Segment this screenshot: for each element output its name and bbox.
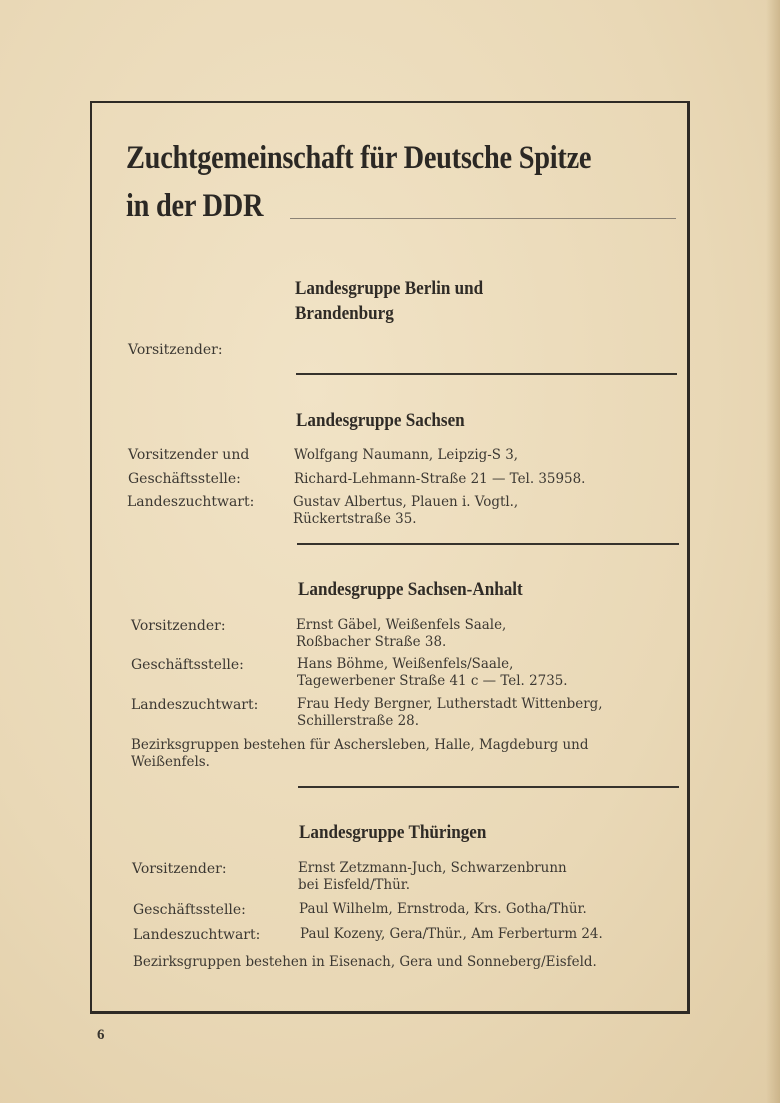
value-vorsitzender: Wolfgang Naumann, Leipzig-S 3,: [294, 447, 519, 463]
note-line: Weißenfels.: [131, 754, 210, 770]
label-vorsitzender: Vorsitzender:: [132, 861, 227, 877]
value-line: Ernst Gäbel, Weißenfels Saale,: [296, 617, 507, 633]
section-heading-sachsen-anhalt: Landesgruppe Sachsen-Anhalt: [298, 579, 523, 600]
page-number: 6: [97, 1027, 105, 1043]
value-line: Frau Hedy Bergner, Lutherstadt Wittenberg,: [297, 696, 603, 712]
section-heading-thueringen: Landesgruppe Thüringen: [299, 822, 487, 843]
page-edge-shadow: [766, 0, 780, 1103]
value-landeszuchtwart: Paul Kozeny, Gera/Thür., Am Ferberturm 24.: [300, 926, 603, 942]
value-landeszuchtwart: [297, 696, 603, 730]
section-heading-sachsen: Landesgruppe Sachsen: [296, 410, 465, 431]
label-vorsitzender-und: Vorsitzender und: [128, 447, 250, 463]
label-geschaeftsstelle: Geschäftsstelle:: [131, 657, 244, 673]
page-title-line-1: Zuchtgemeinschaft für Deutsche Spitze: [126, 140, 592, 176]
value-vorsitzender: [296, 617, 506, 651]
value-landeszuchtwart: [293, 494, 518, 528]
bezirksgruppen-note: Bezirksgruppen bestehen in Eisenach, Gera und Sonneberg/Eisfeld.: [133, 954, 597, 970]
value-line: Ernst Zetzmann-Juch, Schwarzenbrunn: [298, 860, 567, 876]
value-line: Rückertstraße 35.: [293, 511, 417, 527]
value-line: Tagewerbener Straße 41 c — Tel. 2735.: [297, 673, 568, 689]
heading-line: Landesgruppe Berlin und: [295, 278, 484, 299]
label-landeszuchtwart: Landeszuchtwart:: [127, 494, 255, 510]
section-divider: [298, 786, 679, 788]
label-geschaeftsstelle: Geschäftsstelle:: [133, 902, 246, 918]
value-vorsitzender: [298, 860, 567, 894]
label-vorsitzender: Vorsitzender:: [131, 618, 226, 634]
value-line: Hans Böhme, Weißenfels/Saale,: [297, 656, 514, 672]
label-landeszuchtwart: Landeszuchtwart:: [131, 697, 259, 713]
note-line: Bezirksgruppen bestehen für Aschersleben, Halle, Magdeburg und: [131, 737, 589, 753]
label-vorsitzender: Vorsitzender:: [128, 342, 223, 358]
value-line: Schillerstraße 28.: [297, 713, 419, 729]
title-underline: [290, 218, 676, 219]
value-line: bei Eisfeld/Thür.: [298, 877, 410, 893]
page-title-line-2: in der DDR: [126, 188, 264, 224]
section-divider: [297, 543, 679, 545]
section-divider: [296, 373, 677, 375]
value-geschaeftsstelle: Paul Wilhelm, Ernstroda, Krs. Gotha/Thür.: [299, 901, 587, 917]
value-line: Gustav Albertus, Plauen i. Vogtl.,: [293, 494, 519, 510]
value-geschaeftsstelle: Richard-Lehmann-Straße 21 — Tel. 35958.: [294, 471, 586, 487]
section-heading-berlin-brandenburg: [295, 276, 483, 326]
label-geschaeftsstelle: Geschäftsstelle:: [128, 471, 241, 487]
bezirksgruppen-note: [131, 737, 588, 771]
value-geschaeftsstelle: [297, 656, 568, 690]
label-landeszuchtwart: Landeszuchtwart:: [133, 927, 261, 943]
value-line: Roßbacher Straße 38.: [296, 634, 447, 650]
heading-line: Brandenburg: [295, 303, 394, 324]
